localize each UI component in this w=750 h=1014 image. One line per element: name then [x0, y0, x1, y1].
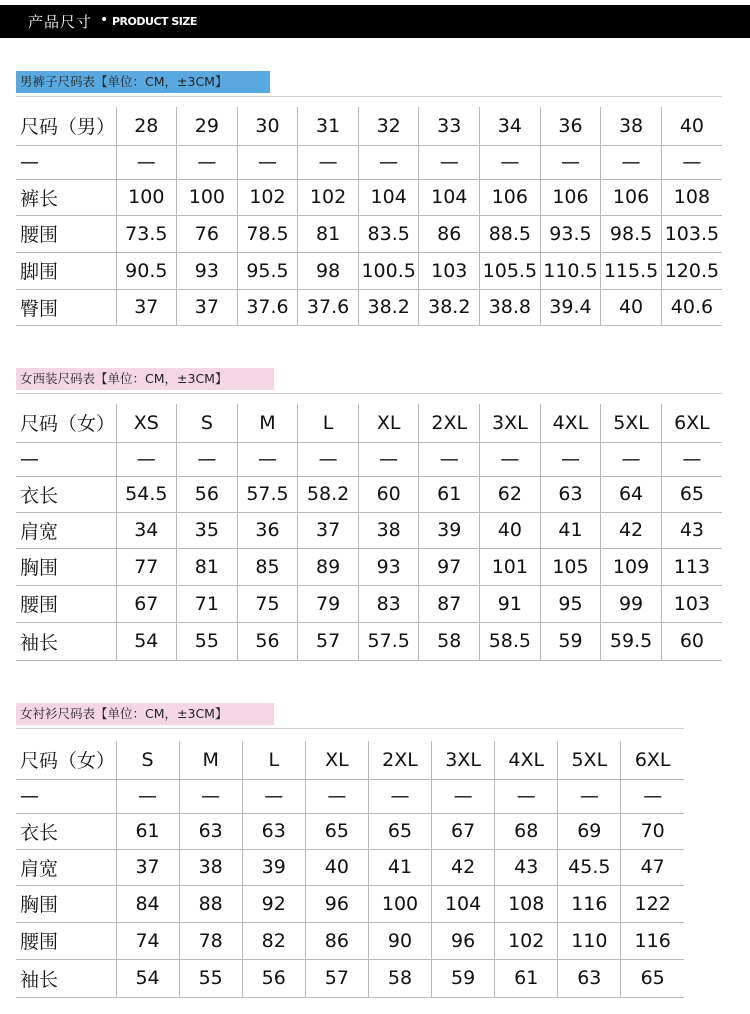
table-cell: 97 [419, 548, 480, 585]
table-cell: — [177, 145, 238, 179]
table-cell: 78.5 [237, 215, 298, 252]
row-label-cell: — [16, 442, 116, 476]
table-cell: 36 [237, 512, 298, 548]
table-cell: 62 [480, 476, 541, 512]
size-header-cell: 30 [237, 107, 298, 145]
table-cell: — [480, 145, 541, 179]
table-cell: 37.6 [298, 289, 359, 325]
size-header-cell: 38 [601, 107, 662, 145]
table-row [16, 922, 684, 959]
table-cell: 92 [242, 885, 305, 922]
table-row [16, 849, 684, 885]
table-row [16, 145, 722, 179]
title-underline [16, 96, 722, 97]
table-cell: 56 [242, 959, 305, 997]
table-cell: 105 [540, 548, 601, 585]
row-label-cell: 袖长 [16, 959, 116, 997]
table-cell: 110.5 [540, 252, 601, 289]
table-row [16, 959, 684, 997]
table-cell: 100 [177, 179, 238, 215]
table-cell: — [621, 779, 684, 813]
table-cell: 98 [298, 252, 359, 289]
table-cell: 58.2 [298, 476, 359, 512]
size-table-shirt [16, 741, 684, 998]
table-row [16, 252, 722, 289]
table-cell: 38.2 [358, 289, 419, 325]
table-cell: 83.5 [358, 215, 419, 252]
table-cell: — [116, 145, 177, 179]
size-header-cell: XL [358, 404, 419, 442]
size-header-cell: XS [116, 404, 177, 442]
table-cell: — [661, 442, 722, 476]
table-row [16, 512, 722, 548]
row-label-cell: 胸围 [16, 885, 116, 922]
size-header-cell: 3XL [480, 404, 541, 442]
table-cell: 105.5 [480, 252, 541, 289]
table-cell: 104 [419, 179, 480, 215]
header-title-cn: 产品尺寸 [28, 13, 93, 31]
table-cell: 100.5 [358, 252, 419, 289]
table-cell: 45.5 [558, 849, 621, 885]
size-header-cell: 6XL [661, 404, 722, 442]
table-cell: 79 [298, 585, 359, 622]
table-row [16, 179, 722, 215]
table-row [16, 585, 722, 622]
table-cell: — [495, 779, 558, 813]
table-cell: 85 [237, 548, 298, 585]
row-label-cell: 尺码（女） [16, 741, 116, 779]
table-cell: 39 [242, 849, 305, 885]
table-cell: — [558, 779, 621, 813]
row-label-cell: 臀围 [16, 289, 116, 325]
table-title-shirt: 女衬衫尺码表【单位：CM，±3CM】 [16, 703, 274, 725]
table-cell: 86 [419, 215, 480, 252]
table-cell: 100 [368, 885, 431, 922]
table-cell: — [298, 145, 359, 179]
table-cell: 84 [116, 885, 179, 922]
table-cell: 108 [495, 885, 558, 922]
size-header-cell: 2XL [368, 741, 431, 779]
table-cell: — [177, 442, 238, 476]
size-header-cell: L [298, 404, 359, 442]
table-cell: 102 [495, 922, 558, 959]
row-label-cell: 裤长 [16, 179, 116, 215]
table-cell: 38.8 [480, 289, 541, 325]
table-cell: 43 [495, 849, 558, 885]
table-cell: 63 [540, 476, 601, 512]
table-cell: 37.6 [237, 289, 298, 325]
table-cell: 74 [116, 922, 179, 959]
table-cell: 59 [540, 622, 601, 660]
table-cell: — [480, 442, 541, 476]
table-cell: 58 [419, 622, 480, 660]
row-label-cell: 肩宽 [16, 849, 116, 885]
table-cell: 106 [540, 179, 601, 215]
table-header-row [16, 741, 684, 779]
table-cell: 39.4 [540, 289, 601, 325]
table-cell: 68 [495, 813, 558, 849]
table-cell: 100 [116, 179, 177, 215]
table-cell: 35 [177, 512, 238, 548]
table-cell: 75 [237, 585, 298, 622]
table-row [16, 289, 722, 325]
table-cell: 89 [298, 548, 359, 585]
table-cell: 106 [480, 179, 541, 215]
table-cell: 103.5 [661, 215, 722, 252]
table-cell: 86 [305, 922, 368, 959]
size-header-cell: 29 [177, 107, 238, 145]
table-cell: 55 [177, 622, 238, 660]
table-cell: — [601, 442, 662, 476]
table-cell: — [237, 145, 298, 179]
table-cell: 41 [368, 849, 431, 885]
table-cell: 93 [177, 252, 238, 289]
table-cell: 82 [242, 922, 305, 959]
table-cell: 103 [661, 585, 722, 622]
row-label-cell: 袖长 [16, 622, 116, 660]
table-cell: 37 [116, 289, 177, 325]
table-cell: 99 [601, 585, 662, 622]
table-cell: 40 [480, 512, 541, 548]
table-cell: 102 [298, 179, 359, 215]
table-cell: 91 [480, 585, 541, 622]
row-label-cell: 脚围 [16, 252, 116, 289]
size-header-cell: 36 [540, 107, 601, 145]
table-cell: 38 [179, 849, 242, 885]
table-cell: 95.5 [237, 252, 298, 289]
table-cell: 58.5 [480, 622, 541, 660]
size-header-cell: 5XL [601, 404, 662, 442]
table-cell: 116 [558, 885, 621, 922]
row-label-cell: 肩宽 [16, 512, 116, 548]
table-cell: 67 [432, 813, 495, 849]
table-cell: 65 [305, 813, 368, 849]
table-cell: 113 [661, 548, 722, 585]
table-cell: — [298, 442, 359, 476]
size-header-cell: 28 [116, 107, 177, 145]
table-cell: 39 [419, 512, 480, 548]
table-cell: 61 [116, 813, 179, 849]
table-cell: 115.5 [601, 252, 662, 289]
table-cell: 67 [116, 585, 177, 622]
table-cell: 83 [358, 585, 419, 622]
table-cell: 60 [661, 622, 722, 660]
title-underline [16, 728, 684, 729]
table-cell: 96 [305, 885, 368, 922]
table-cell: 63 [242, 813, 305, 849]
table-cell: 104 [432, 885, 495, 922]
table-cell: — [305, 779, 368, 813]
table-cell: 37 [298, 512, 359, 548]
table-cell: — [242, 779, 305, 813]
table-cell: 77 [116, 548, 177, 585]
size-header-cell: 33 [419, 107, 480, 145]
table-cell: 122 [621, 885, 684, 922]
table-cell: 34 [116, 512, 177, 548]
table-cell: 88.5 [480, 215, 541, 252]
header-bar [0, 5, 750, 38]
table-cell: 95 [540, 585, 601, 622]
row-label-cell: 腰围 [16, 922, 116, 959]
table-cell: 40 [305, 849, 368, 885]
table-cell: 96 [432, 922, 495, 959]
table-cell: 42 [432, 849, 495, 885]
table-cell: 59 [432, 959, 495, 997]
table-cell: — [116, 779, 179, 813]
table-cell: 76 [177, 215, 238, 252]
table-cell: 81 [298, 215, 359, 252]
table-cell: — [419, 145, 480, 179]
table-cell: 56 [177, 476, 238, 512]
table-cell: 56 [237, 622, 298, 660]
table-cell: — [358, 442, 419, 476]
table-row [16, 476, 722, 512]
table-header-row [16, 404, 722, 442]
header-title-en: PRODUCT SIZE [112, 15, 197, 28]
table-cell: 109 [601, 548, 662, 585]
table-cell: 78 [179, 922, 242, 959]
size-table-suit [16, 404, 722, 661]
size-header-cell: 3XL [432, 741, 495, 779]
table-cell: 64 [601, 476, 662, 512]
table-row [16, 813, 684, 849]
table-cell: — [237, 442, 298, 476]
row-label-cell: — [16, 145, 116, 179]
table-cell: 116 [621, 922, 684, 959]
table-row [16, 442, 722, 476]
table-cell: 93 [358, 548, 419, 585]
table-cell: 57.5 [358, 622, 419, 660]
table-cell: — [368, 779, 431, 813]
table-cell: 55 [179, 959, 242, 997]
size-header-cell: M [179, 741, 242, 779]
table-cell: 41 [540, 512, 601, 548]
size-header-cell: 40 [661, 107, 722, 145]
table-row [16, 885, 684, 922]
table-cell: — [661, 145, 722, 179]
table-cell: 65 [368, 813, 431, 849]
table-cell: 69 [558, 813, 621, 849]
table-cell: 90 [368, 922, 431, 959]
table-cell: 101 [480, 548, 541, 585]
table-title-pants: 男裤子尺码表【单位：CM，±3CM】 [16, 71, 270, 93]
size-header-cell: 4XL [540, 404, 601, 442]
table-cell: 61 [495, 959, 558, 997]
table-cell: 70 [621, 813, 684, 849]
table-cell: 65 [661, 476, 722, 512]
table-row [16, 548, 722, 585]
table-cell: 120.5 [661, 252, 722, 289]
row-label-cell: 尺码（男） [16, 107, 116, 145]
table-cell: 108 [661, 179, 722, 215]
size-header-cell: 4XL [495, 741, 558, 779]
table-cell: 38 [358, 512, 419, 548]
row-label-cell: 衣长 [16, 813, 116, 849]
size-table-pants [16, 107, 722, 326]
table-cell: 93.5 [540, 215, 601, 252]
size-header-cell: S [116, 741, 179, 779]
table-cell: 110 [558, 922, 621, 959]
size-header-cell: 5XL [558, 741, 621, 779]
table-cell: 63 [179, 813, 242, 849]
table-cell: 98.5 [601, 215, 662, 252]
table-cell: 71 [177, 585, 238, 622]
table-cell: 81 [177, 548, 238, 585]
table-cell: 57 [298, 622, 359, 660]
table-cell: 58 [368, 959, 431, 997]
table-cell: 54 [116, 622, 177, 660]
size-header-cell: 31 [298, 107, 359, 145]
table-cell: — [419, 442, 480, 476]
size-header-cell: XL [305, 741, 368, 779]
table-cell: — [432, 779, 495, 813]
table-cell: 106 [601, 179, 662, 215]
size-header-cell: 2XL [419, 404, 480, 442]
table-cell: 63 [558, 959, 621, 997]
table-row [16, 215, 722, 252]
table-cell: 54.5 [116, 476, 177, 512]
table-cell: — [358, 145, 419, 179]
size-header-cell: L [242, 741, 305, 779]
table-cell: 57.5 [237, 476, 298, 512]
table-cell: 37 [116, 849, 179, 885]
table-cell: 38.2 [419, 289, 480, 325]
table-cell: 40 [601, 289, 662, 325]
table-cell: 47 [621, 849, 684, 885]
table-cell: 102 [237, 179, 298, 215]
table-cell: 60 [358, 476, 419, 512]
row-label-cell: 腰围 [16, 585, 116, 622]
table-cell: 88 [179, 885, 242, 922]
table-row [16, 779, 684, 813]
size-header-cell: 6XL [621, 741, 684, 779]
table-cell: — [540, 145, 601, 179]
row-label-cell: 衣长 [16, 476, 116, 512]
table-cell: 103 [419, 252, 480, 289]
table-cell: 87 [419, 585, 480, 622]
table-cell: 59.5 [601, 622, 662, 660]
table-cell: 40.6 [661, 289, 722, 325]
title-underline [16, 393, 722, 394]
row-label-cell: 腰围 [16, 215, 116, 252]
table-cell: 90.5 [116, 252, 177, 289]
table-cell: — [540, 442, 601, 476]
table-title-suit: 女西装尺码表【单位：CM，±3CM】 [16, 368, 274, 390]
row-label-cell: — [16, 779, 116, 813]
table-row [16, 622, 722, 660]
size-header-cell: M [237, 404, 298, 442]
table-cell: 57 [305, 959, 368, 997]
table-cell: 37 [177, 289, 238, 325]
table-cell: 43 [661, 512, 722, 548]
table-cell: — [601, 145, 662, 179]
table-cell: — [116, 442, 177, 476]
row-label-cell: 胸围 [16, 548, 116, 585]
table-cell: 61 [419, 476, 480, 512]
table-cell: 104 [358, 179, 419, 215]
size-header-cell: 32 [358, 107, 419, 145]
header-separator: • [100, 12, 109, 28]
table-cell: — [179, 779, 242, 813]
table-header-row [16, 107, 722, 145]
table-cell: 42 [601, 512, 662, 548]
table-cell: 54 [116, 959, 179, 997]
size-header-cell: S [177, 404, 238, 442]
size-header-cell: 34 [480, 107, 541, 145]
row-label-cell: 尺码（女） [16, 404, 116, 442]
table-cell: 65 [621, 959, 684, 997]
table-cell: 73.5 [116, 215, 177, 252]
